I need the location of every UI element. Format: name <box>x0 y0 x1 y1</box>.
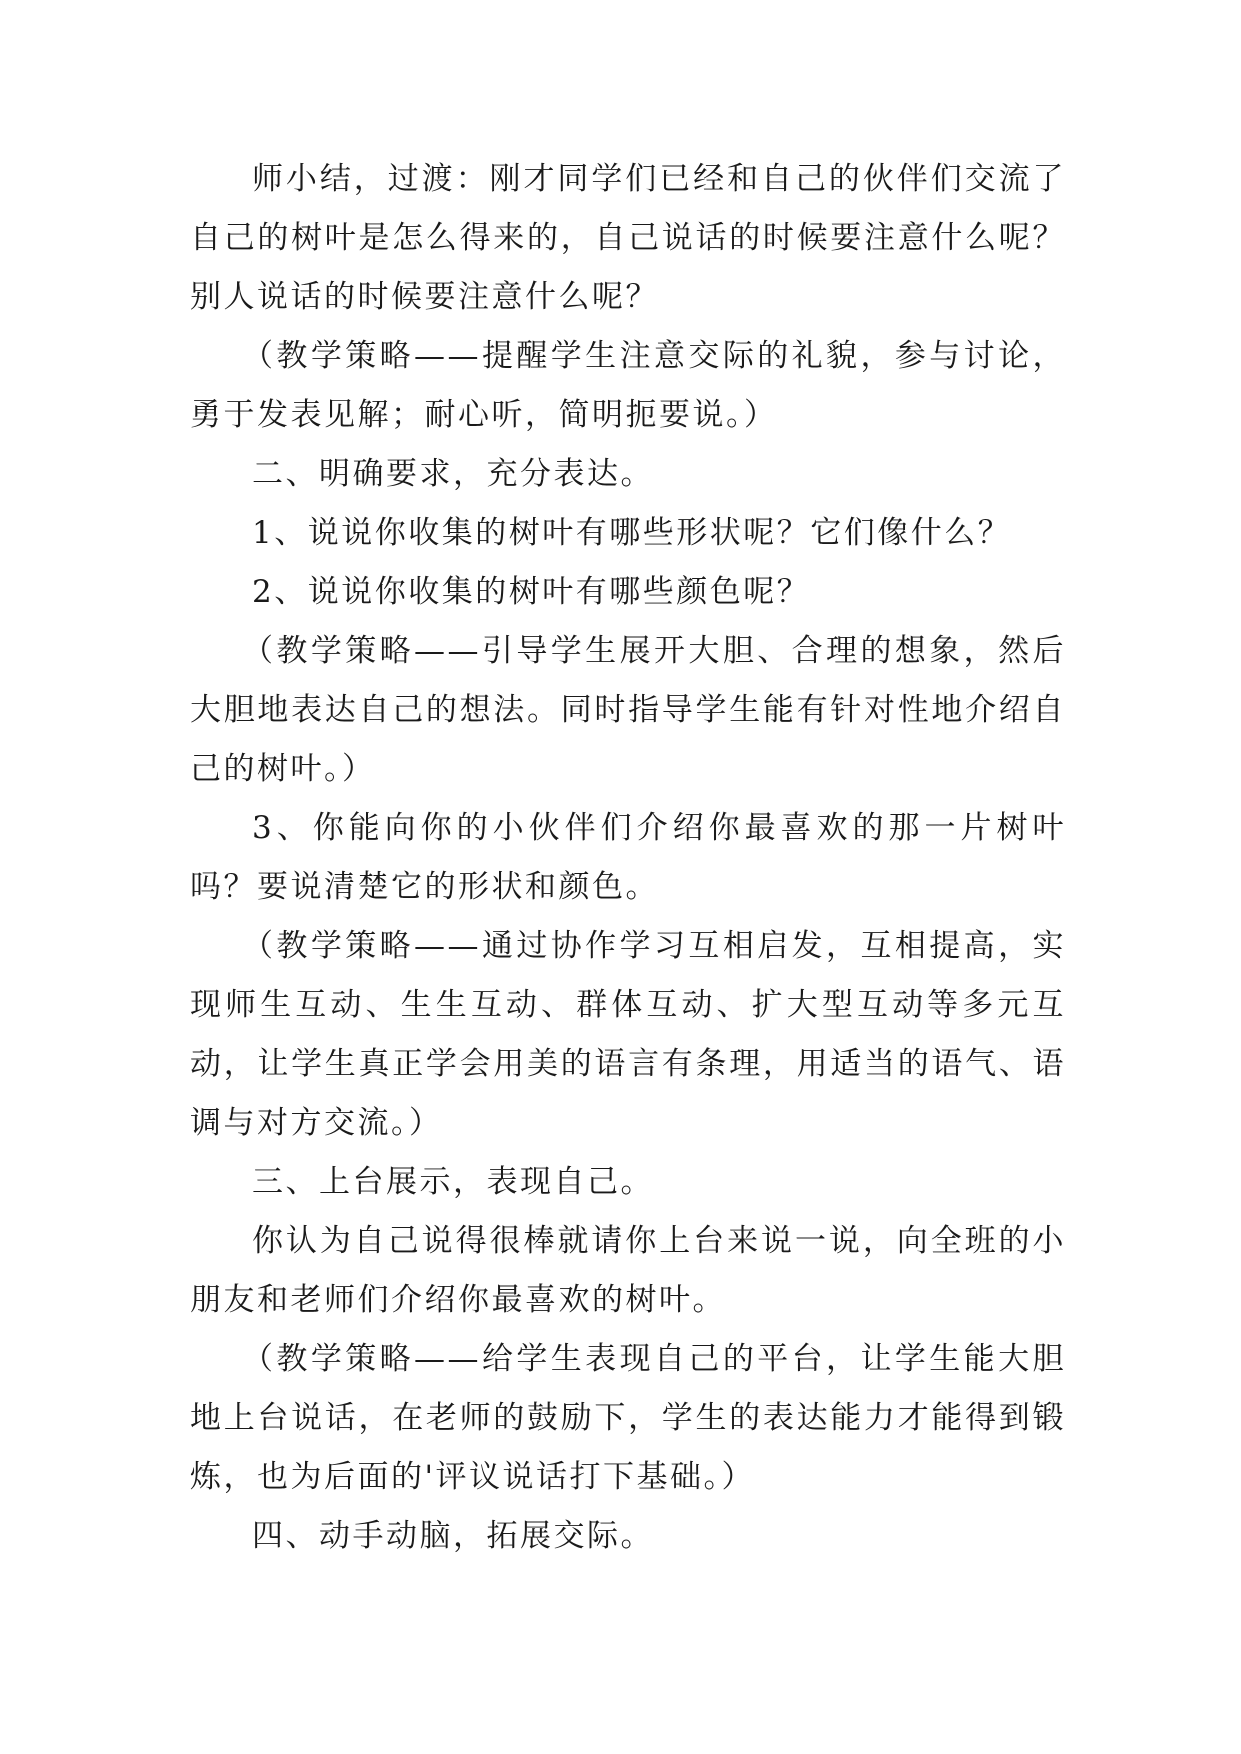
paragraph-item-3: 3、你能向你的小伙伴们介绍你最喜欢的那一片树叶吗？要说清楚它的形状和颜色。 <box>190 810 1066 905</box>
paragraph-presentation: 你认为自己说得很棒就请你上台来说一说，向全班的小朋友和老师们介绍你最喜欢的树叶。 <box>190 1223 1066 1318</box>
section-heading-2: 二、明确要求，充分表达。 <box>252 456 654 492</box>
paragraph-summary: 师小结，过渡：刚才同学们已经和自己的伙伴们交流了自己的树叶是怎么得来的，自己说话的时候要注意什么呢？别人说话的时候要注意什么呢？ <box>190 161 1066 315</box>
paragraph-item-1: 1、说说你收集的树叶有哪些形状呢？它们像什么？ <box>252 515 1012 551</box>
paragraph-strategy-1: （教学策略——提醒学生注意交际的礼貌，参与讨论，勇于发表见解；耐心听，简明扼要说。） <box>190 338 1066 433</box>
paragraph-strategy-3: （教学策略——通过协作学习互相启发，互相提高，实现师生互动、生生互动、群体互动、扩大型互动等多元互动，让学生真正学会用美的语言有条理，用适当的语气、语调与对方交流。） <box>190 928 1066 1141</box>
section-heading-3: 三、上台展示，表现自己。 <box>252 1164 654 1200</box>
section-heading-4: 四、动手动脑，拓展交际。 <box>252 1518 654 1554</box>
document-body <box>190 150 1066 1566</box>
paragraph-strategy-4: （教学策略——给学生表现自己的平台，让学生能大胆地上台说话，在老师的鼓励下，学生的表达能力才能得到锻炼，也为后面的'评议说话打下基础。） <box>190 1341 1066 1495</box>
paragraph-strategy-2: （教学策略——引导学生展开大胆、合理的想象，然后大胆地表达自己的想法。同时指导学生能有针对性地介绍自己的树叶。） <box>190 633 1066 787</box>
paragraph-item-2: 2、说说你收集的树叶有哪些颜色呢？ <box>252 574 811 610</box>
